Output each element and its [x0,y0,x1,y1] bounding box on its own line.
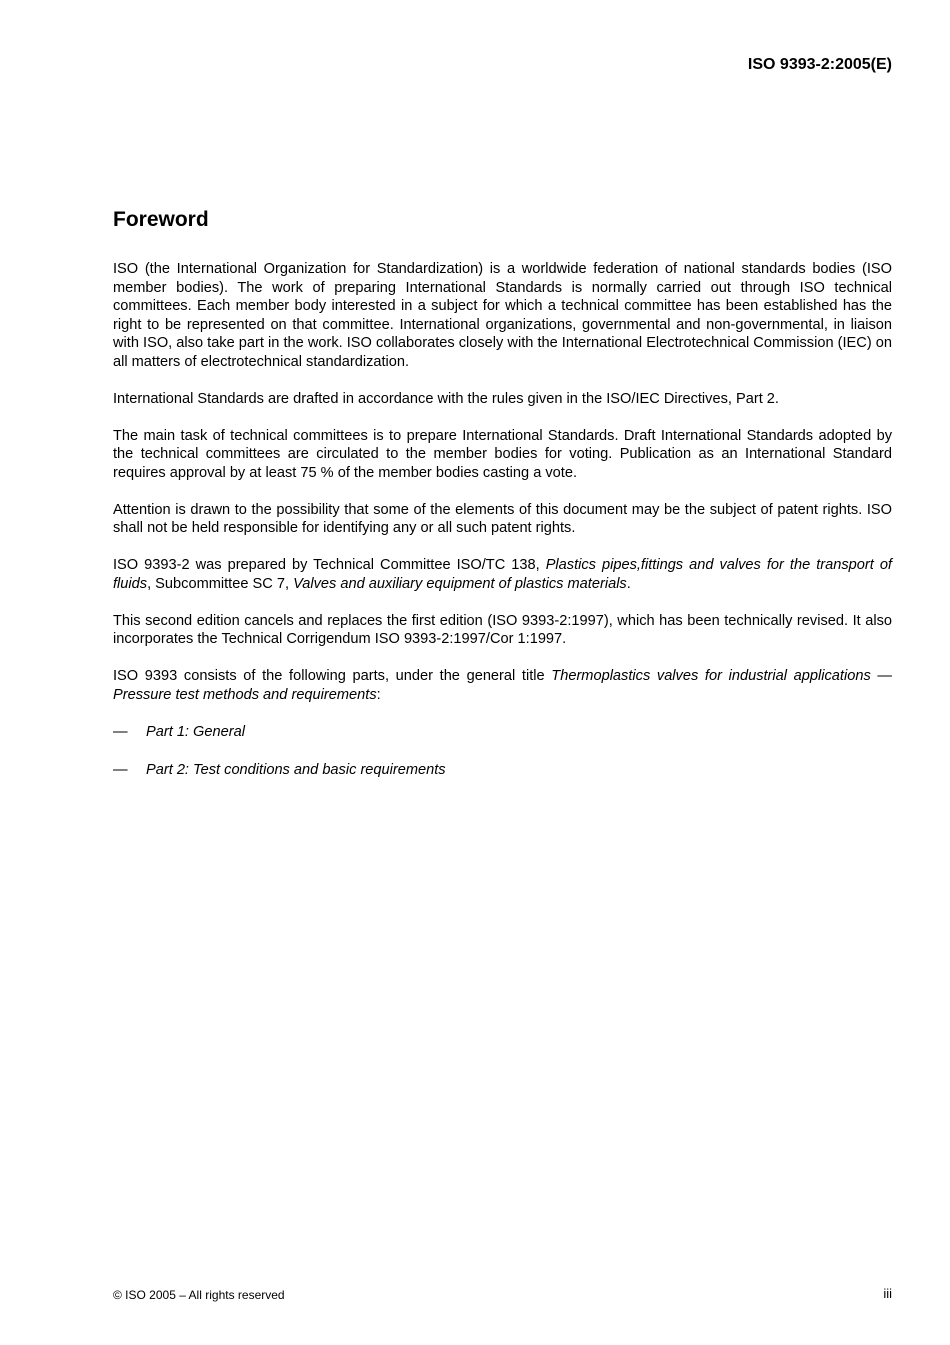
list-item-text: Part 2: Test conditions and basic requirements [146,761,446,778]
prepared-by-text-1: ISO 9393-2 was prepared by Technical Committee ISO/TC 138, [113,557,546,573]
page-number: iii [883,1286,892,1301]
page-title: Foreword [113,208,209,231]
parts-intro-text-2: : [376,686,381,703]
document-code: ISO 9393-2:2005(E) [747,56,892,73]
foreword-body [113,260,892,799]
prepared-by-text-3: . [626,575,631,592]
paragraph-iso-overview: ISO (the International Organization for Standardization) is a worldwide federation of national standards bodies (ISO member bodies). The work of preparing International Standards is normally carried out through ISO technical committees. Each member body interested in a subject for which a technical committee has been established has the right to be represented on that committee. International organizations, governmental and non-governmental, in liaison with ISO, also take part in the work. ISO collaborates closely with the International Electrotechnical Commission (IEC) on all matters of electrotechnical standardization. [113,261,892,370]
parts-list [113,723,892,780]
paragraph-patent-rights: Attention is drawn to the possibility that some of the elements of this document may be the subject of patent rights. ISO shall not be held responsible for identifying any or all such patent rights. [113,501,892,536]
paragraph-edition: This second edition cancels and replaces the first edition (ISO 9393-2:1997), which has been technically revised. It also incorporates the Technical Corrigendum ISO 9393-2:1997/Cor 1:1997. [113,612,892,647]
paragraph-parts-intro [113,667,892,704]
subcommittee-title: Valves and auxiliary equipment of plastics materials [293,575,627,592]
dash-bullet: — [113,761,128,778]
dash-bullet: — [113,723,128,740]
copyright-notice: © ISO 2005 – All rights reserved [113,1288,285,1302]
parts-intro-text-1: ISO 9393 consists of the following parts, under the general title [113,668,552,684]
paragraph-directives: International Standards are drafted in accordance with the rules given in the ISO/IEC Directives, Part 2. [113,390,779,407]
list-item [113,761,892,780]
paragraph-committee-task: The main task of technical committees is to prepare International Standards. Draft International Standards adopted by the technical committees are circulated to the member bodies for voting. Publication as an International Standard requires approval by at least 75 % of the member bodies casting a vote. [113,427,892,481]
committee-title: Plastics pipes,fittings and valves for the transport of fluids [113,557,892,592]
general-title: Thermoplastics valves for industrial applications — Pressure test methods and requirements [113,668,892,703]
list-item-text: Part 1: General [146,723,245,740]
list-item [113,723,892,742]
prepared-by-text-2: , Subcommittee SC 7, [147,575,294,592]
paragraph-prepared-by [113,556,892,593]
